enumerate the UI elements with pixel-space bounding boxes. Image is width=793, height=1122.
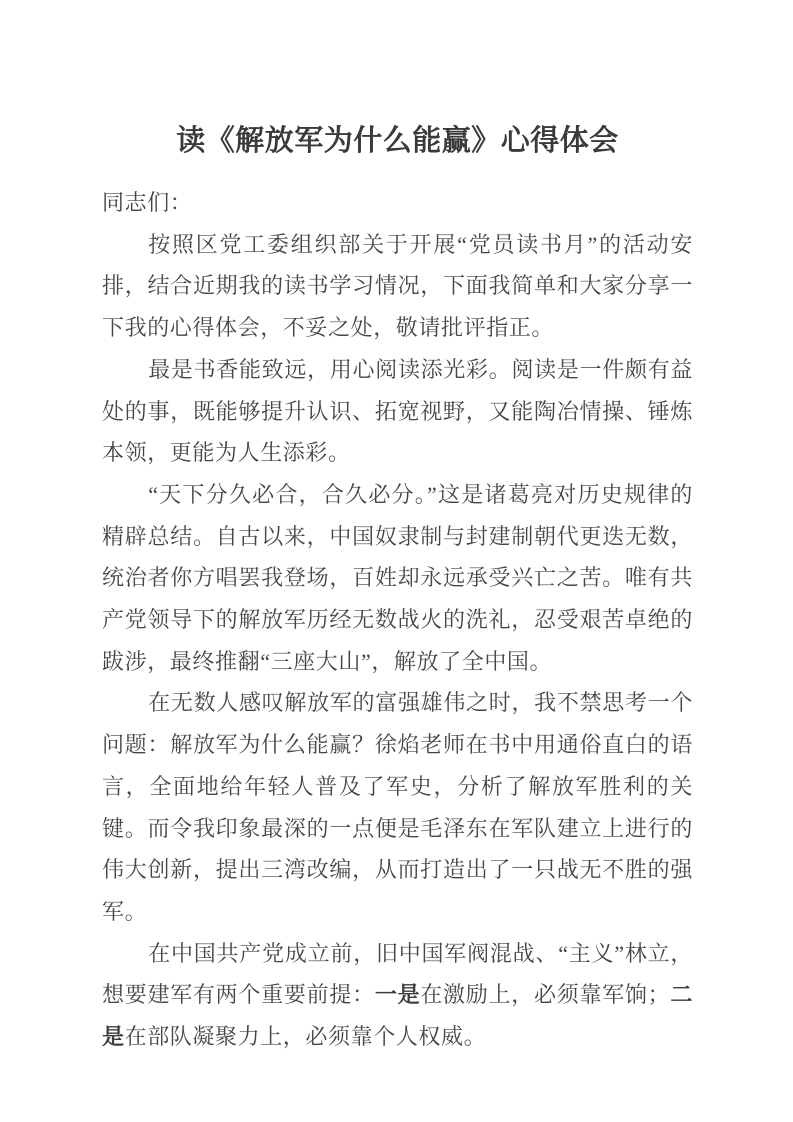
paragraph-5-run-2: 在激励上，必须靠军饷； — [420, 982, 671, 1008]
paragraph-2: 最是书香能致远，用心阅读添光彩。阅读是一件颇有益处的事，既能够提升认识、拓宽视野，又能陶冶情操、锤炼本领，更能为人生添彩。 — [102, 356, 693, 466]
document-title: 读《解放军为什么能赢》心得体会 — [176, 125, 619, 157]
document-content — [102, 121, 693, 1058]
paragraph-5-run-3: 在部队凝聚力上，必须靠个人权威。 — [124, 1024, 487, 1050]
paragraph-3: “天下分久必合，合久必分。”这是诸葛亮对历史规律的精辟总结。自古以来，中国奴隶制与封建制朝代更迭无数，统治者你方唱罢我登场，百姓却永远承受兴亡之苦。唯有共产党领导下的解放军历经无数战火的洗礼，忍受艰苦卓绝的跋涉，最终推翻“三座大山”，解放了全中国。 — [102, 481, 693, 674]
paragraph-4: 在无数人感叹解放军的富强雄伟之时，我不禁思考一个问题：解放军为什么能赢？徐焰老师在书中用通俗直白的语言，全面地给年轻人普及了军史，分析了解放军胜利的关键。而令我印象最深的一点便是毛泽东在军队建立上进行的伟大创新，提出三湾改编，从而打造出了一只战无不胜的强军。 — [102, 690, 693, 924]
paragraph-5-bold-1: 一是 — [374, 982, 421, 1008]
paragraph-1: 按照区党工委组织部关于开展“党员读书月”的活动安排，结合近期我的读书学习情况，下面我简单和大家分享一下我的心得体会，不妥之处，敬请批评指正。 — [102, 231, 693, 341]
paragraph-5 — [102, 933, 693, 1058]
salutation-line: 同志们： — [102, 190, 193, 215]
paragraph-5-run-1: 在中国共产党成立前，旧中国军阀混战、“主义”林立，想要建军有两个重要前提： — [102, 940, 693, 1008]
paragraph-5-bold-2: 二是 — [102, 982, 694, 1050]
